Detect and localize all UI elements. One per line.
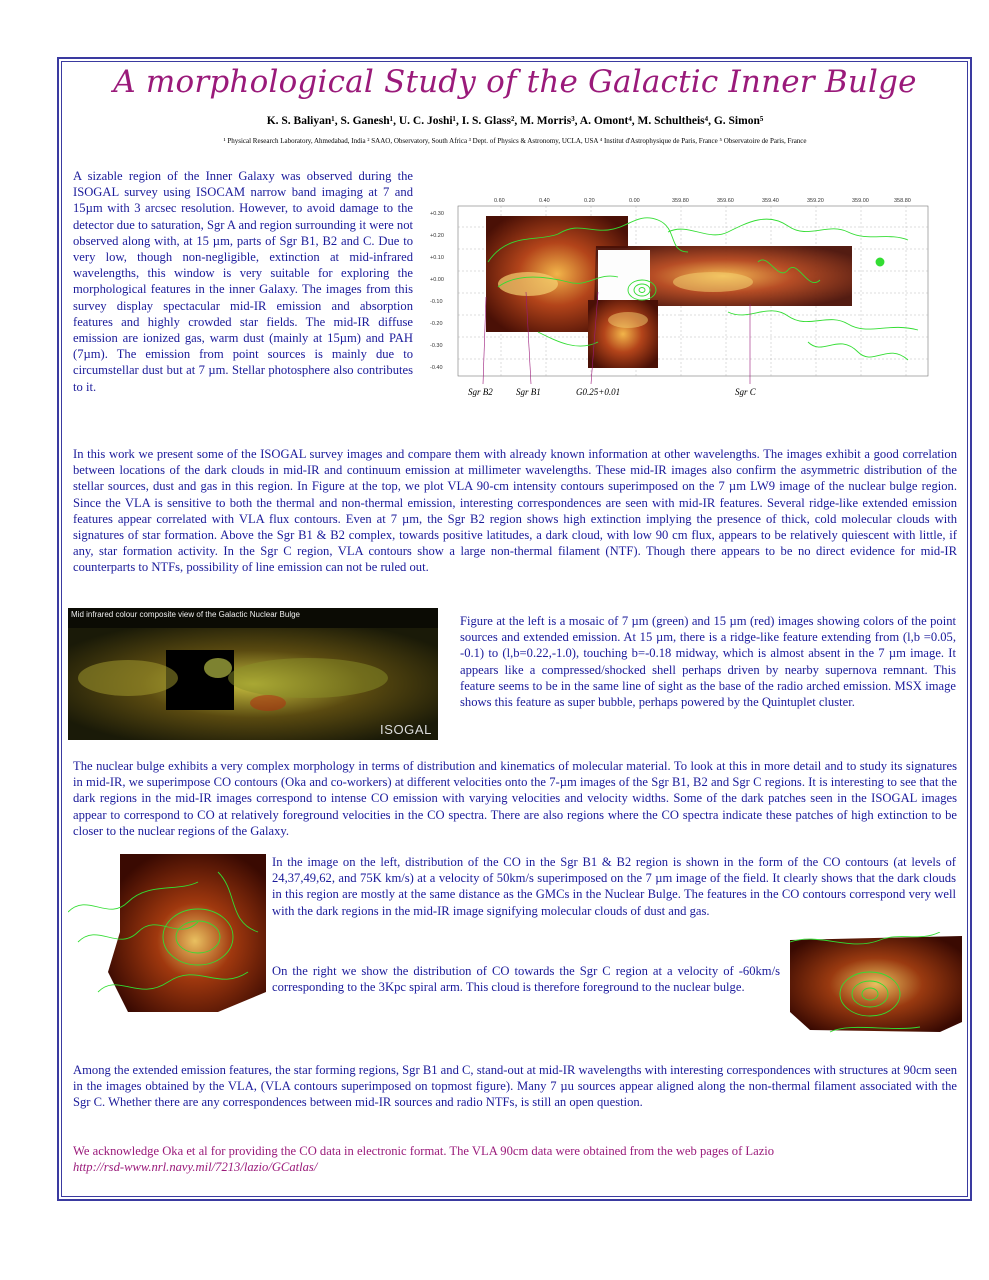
affiliations: ¹ Physical Research Laboratory, Ahmedabad, India ² SAAO, Observatory, South Africa ³ Dept. of Physics & Astronomy, UCLA, USA ⁴ Institut d'Astrophysique de Paris, France ⁵ Observatoire de Paris, France <box>223 137 807 145</box>
tick-label: -0.30 <box>430 343 443 349</box>
tick-label: +0.00 <box>430 277 444 283</box>
tick-label: +0.10 <box>430 255 444 261</box>
tick-label: 359.60 <box>717 198 734 204</box>
tick-label: -0.10 <box>430 299 443 305</box>
body-paragraph-vla: In this work we present some of the ISOGAL survey images and compare them with already known information at other wavelengths. The images exhibit a good correlation between locations of the dark clouds in mid-IR and continuum emission at millimeter wavelengths. These mid-IR images also confirm the asymmetric distribution of the stellar sources, dust and gas in this region. In Figure at the top, we plot VLA 90-cm intensity contours superimposed on the 7 µm LW9 image of the nuclear bulge region. Since the VLA is sensitive to both the thermal and non-thermal emission, interesting correspondences are seen with mid-IR features. Several ridge-like extended emission features appear correlated with VLA flux contours. Even at 7 µm, the Sgr B2 region shows high extinction implying the presence of thick, cold molecular clouds with signatures of star formation. Above the Sgr B1 & B2 complex, towards positive latitudes, a dark cloud, with low 90 cm flux, appears to be relatively quiescent with little, if any, star formation activity. In the Sgr C region, VLA contours show a large non-thermal filament (NTF). Though there appears to be no direct evidence for mid-IR counterparts to NTFs, possibility of line emission can not be ruled out. <box>73 447 957 575</box>
tick-label: -0.20 <box>430 321 443 327</box>
vla-contour-figure <box>428 192 942 402</box>
tick-label: +0.30 <box>430 211 444 217</box>
co-left-description: In the image on the left, distribution of the CO in the Sgr B1 & B2 region is shown in the form of the CO contours (at levels of 24,37,49,62, and 75K km/s) at a velocity of 50km/s superimposed on the 7 µm image of the field. It clearly shows that the dark clouds in this region are mostly at the same distance as the GMCs in the Nuclear Bulge. The features in the CO contours correspond very well with the dark regions in the mid-IR image signifying molecular clouds of dust and gas. <box>272 855 956 918</box>
source-labels <box>468 387 757 397</box>
tick-label: -0.40 <box>430 365 443 371</box>
co-right-description: On the right we show the distribution of CO towards the Sgr C region at a velocity of -60km/s corresponding to the 3Kpc spiral arm. This cloud is therefore foreground to the nuclear bulge. <box>272 964 780 995</box>
lazio-url-link[interactable]: http://rsd-www.nrl.navy.mil/7213/lazio/GCatlas/ <box>73 1160 318 1174</box>
tick-label: 359.00 <box>852 198 869 204</box>
body-paragraph-conclusion: Among the extended emission features, the star forming regions, Sgr B1 and C, stand-out at mid-IR wavelengths with interesting correspondences with structures at 90cm seen in the images obtained by the VLA, (VLA contours superimposed on topmost figure). Many 7 µu sources appear aligned along the non-thermal filament associated with the Sgr C. Whether there are any correspondences between mid-IR sources and radio NTFs, is still an open question. <box>73 1063 957 1110</box>
composite-caption: Mid infrared colour composite view of the Galactic Nuclear Bulge <box>71 610 300 619</box>
label-sgr-c: Sgr C <box>735 387 756 397</box>
tick-label: 0.20 <box>584 198 595 204</box>
co-contour-sgr-c-image <box>790 932 962 1040</box>
tick-label: 359.80 <box>672 198 689 204</box>
tick-label: 359.20 <box>807 198 824 204</box>
tick-label: 0.00 <box>629 198 640 204</box>
label-sgr-b2: Sgr B2 <box>468 387 493 397</box>
author-list: K. S. Baliyan¹, S. Ganesh¹, U. C. Joshi¹, I. S. Glass², M. Morris³, A. Omont⁴, M. Schultheis⁴, G. Simon⁵ <box>266 115 764 127</box>
top-axis-ticks <box>494 198 911 204</box>
tick-label: 358.80 <box>894 198 911 204</box>
tick-label: 0.40 <box>539 198 550 204</box>
co-contour-sgr-b-image <box>68 852 266 1020</box>
tick-label: 359.40 <box>762 198 779 204</box>
acknowledgement-text: We acknowledge Oka et al for providing the CO data in electronic format. The VLA 90cm data were obtained from the web pages of Lazio <box>73 1144 775 1158</box>
label-sgr-b1: Sgr B1 <box>516 387 541 397</box>
mid-ir-composite-image <box>68 608 438 740</box>
label-g025: G0.25+0.01 <box>576 387 621 397</box>
acknowledgement <box>73 1143 957 1175</box>
intro-paragraph: A sizable region of the Inner Galaxy was observed during the ISOGAL survey using ISOCAM narrow band imaging at 7 and 15µm with 3 arcsec resolution. However, to avoid damage to the detector due to saturation, Sgr A and region surrounding it were not observed along with, at 15 µm, parts of Sgr B1, B2 and C. Due to very low, though non-negligible, extinction at mid-infrared wavelengths, this window is very suitable for exploring the morphological features in the inner Galaxy. The images from this survey display spectacular mid-IR emission and absorption features and highly crowded star fields. The mid-IR diffuse emission are ionized gas, warm dust (mainly at 15µm) and PAH (7µm). The emission from point sources is mainly due to circumstellar dust but at 7 µm. Stellar photosphere also contributes to it. <box>73 169 413 394</box>
left-axis-ticks <box>430 211 444 371</box>
isogal-tag: ISOGAL <box>379 722 432 737</box>
composite-figure-caption: Figure at the left is a mosaic of 7 µm (green) and 15 µm (red) images showing colors of the point sources and extended emission. At 15 µm, there is a ridge-like feature extending from (l,b =0.05, -0.1) to (l,b=0.22,-1.0), touching b=-0.18 midway, which is almost absent in the 7 µm image. It appears like a compressed/shocked shell perhaps driven by nearby supernova remnant. This feature seems to be in the same line of sight as the base of the radio arched emission. MSX image shows this feature as super bubble, perhaps powered by the Quintuplet cluster. <box>460 614 956 710</box>
body-paragraph-co: The nuclear bulge exhibits a very complex morphology in terms of distribution and kinematics of molecular material. To look at this in more detail and to study its signatures in mid-IR, we superimpose CO contours (Oka and co-workers) at different velocities onto the 7-µm images of the Sgr B1, B2 and Sgr C regions. It is interesting to see that the dark regions in the mid-IR images correspond to intense CO emission with varying velocities and velocity widths. Some of the dark patches seen in the ISOGAL images appear to correspond to CO at relatively foreground velocities in the CO spectra. There are also regions where the CO spectra indicate these patches of high extinction to be closer to the nuclear regions of the Galaxy. <box>73 759 957 838</box>
tick-label: 0.60 <box>494 198 505 204</box>
poster-title: A morphological Study of the Galactic Inner Bulge <box>113 64 917 100</box>
tick-label: +0.20 <box>430 233 444 239</box>
